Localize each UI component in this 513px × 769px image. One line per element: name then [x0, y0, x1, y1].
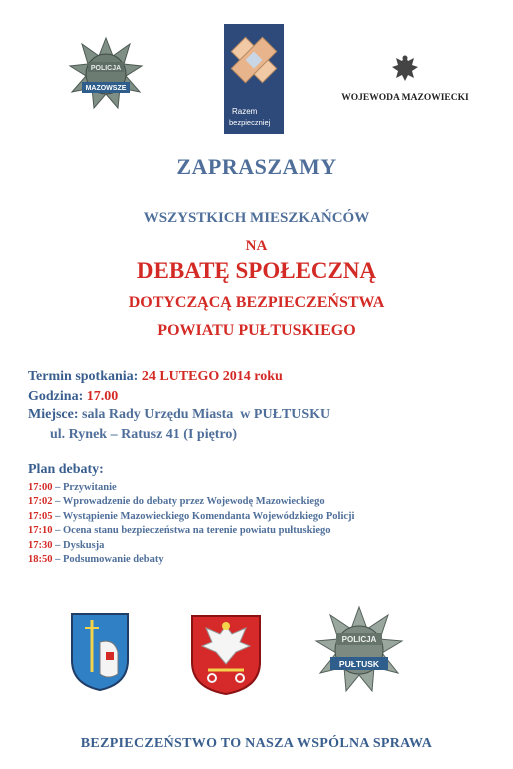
plan-text: – Wystąpienie Mazowieckiego Komendanta Wojewódzkiego Policji — [52, 510, 355, 522]
invite-line-county: POWIATU PUŁTUSKIEGO — [157, 322, 356, 339]
plan-text: – Ocena stanu bezpieczeństwa na terenie powiatu pułtuskiego — [52, 525, 331, 537]
plan-time: 17:10 — [28, 525, 53, 537]
plan-item — [28, 510, 354, 524]
meeting-date — [28, 369, 283, 385]
meeting-time-value: 17.00 — [86, 389, 119, 404]
footer-slogan: BEZPIECZEŃSTWO TO NASZA WSPÓLNA SPRAWA — [80, 736, 433, 751]
wojewoda-text: WOJEWODA MAZOWIECKI — [341, 93, 469, 103]
plan-text: – Podsumowanie debaty — [52, 554, 164, 566]
meeting-date-label: Termin spotkania: — [28, 369, 139, 384]
meeting-date-value: 24 LUTEGO 2014 roku — [141, 369, 283, 384]
plan-item — [28, 539, 354, 553]
pultusk-city-crest-logo — [70, 612, 130, 692]
powiat-pultuski-crest-logo — [188, 612, 264, 696]
page-title: ZAPRASZAMY — [176, 154, 337, 179]
plan-title: Plan debaty: — [28, 462, 104, 477]
police-top-region: MAZOWSZE — [85, 85, 127, 92]
plan-item — [28, 495, 354, 509]
meeting-place — [28, 407, 330, 423]
meeting-address: ul. Rynek – Ratusz 41 (I piętro) — [50, 427, 238, 442]
eagle-emblem-icon — [392, 56, 418, 82]
razem-bezpieczniej-logo — [224, 24, 284, 134]
plan-time: 17:30 — [28, 539, 53, 551]
invite-line-residents: WSZYSTKICH MIESZKAŃCÓW — [143, 210, 370, 226]
police-mazowsze-badge-logo — [68, 36, 144, 112]
plan-time: 18:50 — [28, 554, 53, 566]
plan-text: – Przywitanie — [52, 482, 117, 493]
plan-time: 17:02 — [28, 496, 53, 508]
plan-item — [28, 524, 354, 538]
invite-line-debate: DEBATĘ SPOŁECZNĄ — [136, 258, 377, 283]
plan-item — [28, 553, 354, 567]
meeting-time-label: Godzina: — [28, 389, 84, 404]
plan-text: – Wprowadzenie do debaty przez Wojewodę Mazowieckiego — [52, 496, 325, 508]
invite-line-na: NA — [245, 238, 268, 254]
razem-text-2: bezpieczniej — [229, 118, 271, 127]
invite-line-topic: DOTYCZĄCĄ BEZPIECZEŃSTWA — [128, 294, 385, 311]
plan-time: 17:00 — [28, 482, 53, 493]
plan-list — [28, 481, 354, 567]
police-top-label: POLICJA — [90, 65, 122, 72]
wojewoda-mazowiecki-logo — [330, 52, 480, 108]
police-pultusk-badge-logo — [314, 605, 404, 695]
police-bottom-region: PUŁTUSK — [338, 659, 380, 669]
meeting-place-label: Miejsce: — [28, 407, 79, 422]
meeting-place-value: sala Rady Urzędu Miasta w PUŁTUSKU — [82, 407, 331, 422]
plan-text: – Dyskusja — [52, 539, 105, 551]
plan-time: 17:05 — [28, 510, 53, 522]
meeting-time — [28, 389, 118, 405]
razem-text-1: Razem — [232, 107, 258, 116]
police-bottom-label: POLICJA — [341, 635, 377, 644]
plan-item — [28, 481, 354, 495]
